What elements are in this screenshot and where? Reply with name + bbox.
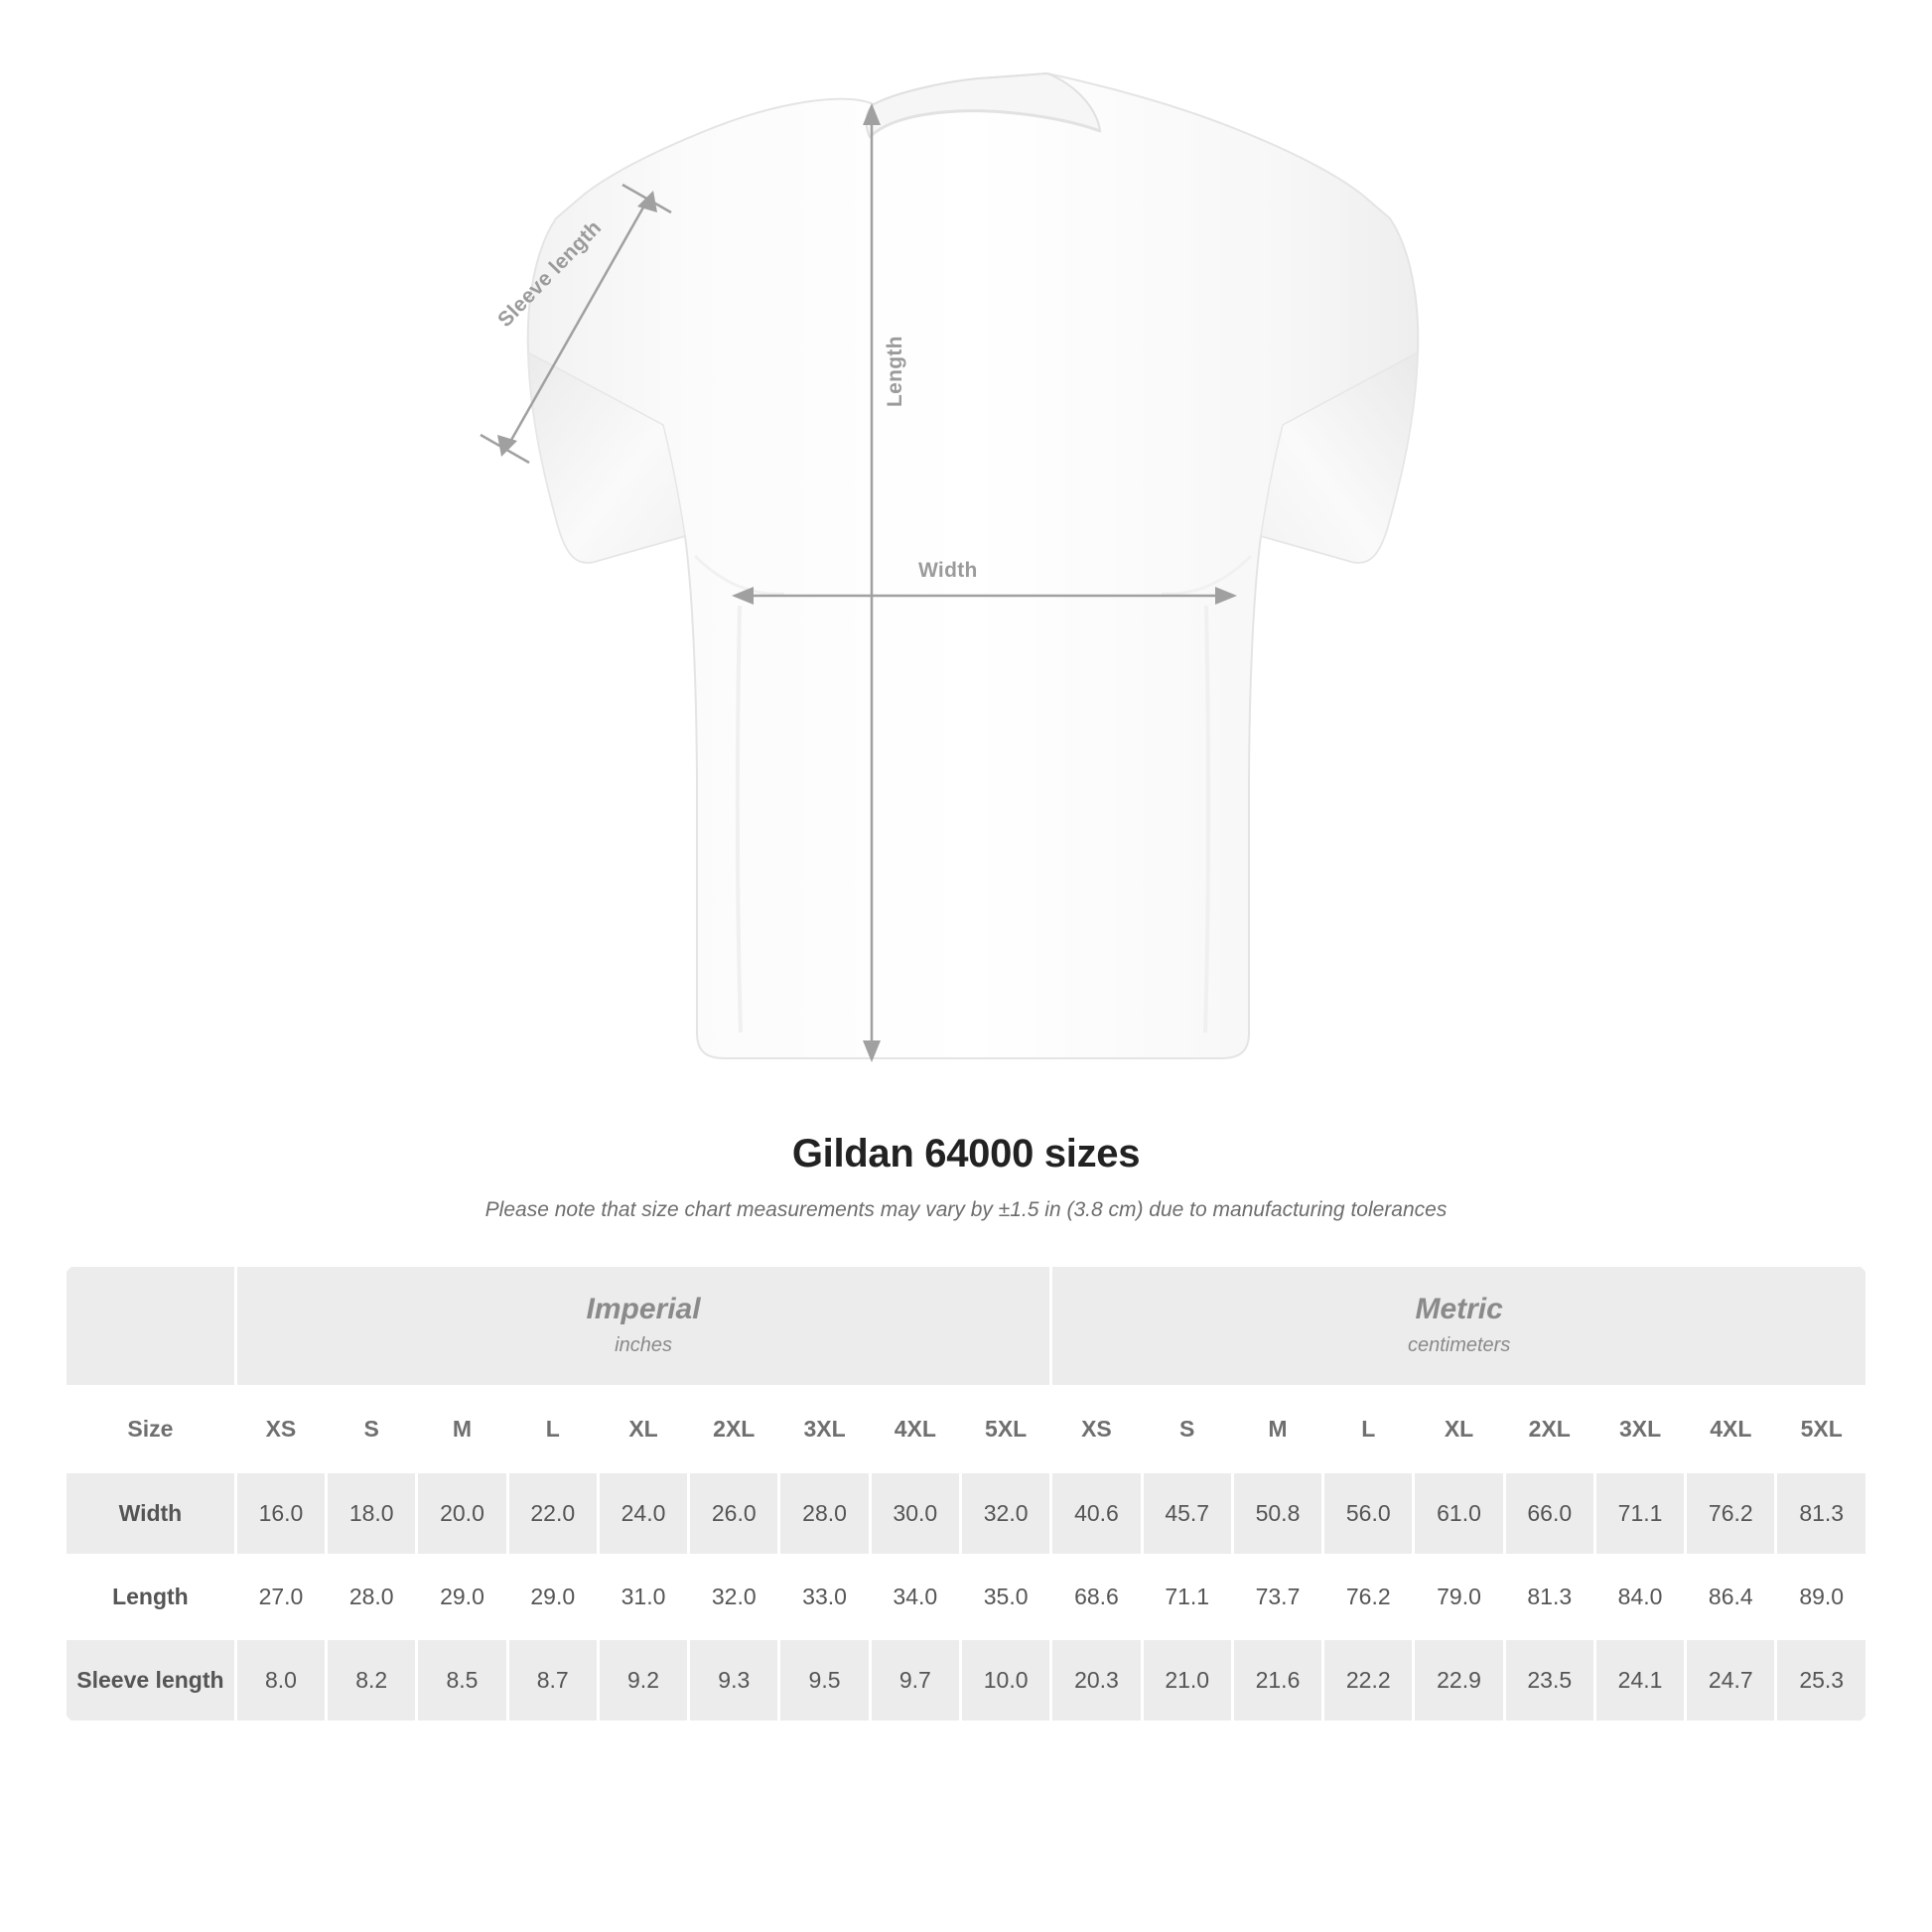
- row-label-sleeve-length: Sleeve length: [66, 1639, 236, 1723]
- size-header-cell: 4XL: [870, 1387, 960, 1472]
- cell: 21.0: [1142, 1639, 1232, 1723]
- cell: 22.2: [1323, 1639, 1414, 1723]
- cell: 9.7: [870, 1639, 960, 1723]
- table-row: [66, 1639, 1867, 1723]
- table-row: [66, 1472, 1867, 1556]
- cell: 21.6: [1232, 1639, 1322, 1723]
- cell: 25.3: [1776, 1639, 1867, 1723]
- cell: 34.0: [870, 1556, 960, 1639]
- cell: 28.0: [779, 1472, 870, 1556]
- cell: 24.7: [1686, 1639, 1776, 1723]
- cell: 10.0: [960, 1639, 1050, 1723]
- size-header-cell: 2XL: [1504, 1387, 1594, 1472]
- size-header-cell: XS: [1051, 1387, 1142, 1472]
- row-label-length: Length: [66, 1556, 236, 1639]
- cell: 8.7: [507, 1639, 598, 1723]
- cell: 26.0: [689, 1472, 779, 1556]
- tolerance-note: Please note that size chart measurements may vary by ±1.5 in (3.8 cm) due to manufacturing tolerances: [484, 1198, 1448, 1221]
- cell: 24.1: [1594, 1639, 1685, 1723]
- cell: 20.0: [417, 1472, 507, 1556]
- size-header-cell: L: [1323, 1387, 1414, 1472]
- unit-group-imperial-title: Imperial: [586, 1293, 701, 1325]
- cell: 31.0: [598, 1556, 688, 1639]
- cell: 24.0: [598, 1472, 688, 1556]
- cell: 56.0: [1323, 1472, 1414, 1556]
- cell: 29.0: [507, 1556, 598, 1639]
- cell: 9.5: [779, 1639, 870, 1723]
- cell: 27.0: [235, 1556, 326, 1639]
- cell: 73.7: [1232, 1556, 1322, 1639]
- page-title: Gildan 64000 sizes: [791, 1132, 1141, 1175]
- cell: 81.3: [1504, 1556, 1594, 1639]
- cell: 71.1: [1594, 1472, 1685, 1556]
- cell: 30.0: [870, 1472, 960, 1556]
- cell: 8.0: [235, 1639, 326, 1723]
- cell: 22.9: [1414, 1639, 1504, 1723]
- cell: 22.0: [507, 1472, 598, 1556]
- size-table: [64, 1264, 1868, 1724]
- cell: 20.3: [1051, 1639, 1142, 1723]
- size-header-cell: M: [1232, 1387, 1322, 1472]
- size-header-cell: 4XL: [1686, 1387, 1776, 1472]
- size-header-cell: XL: [598, 1387, 688, 1472]
- size-table-wrapper: [64, 1264, 1868, 1724]
- size-header-cell: S: [1142, 1387, 1232, 1472]
- size-header-row: [66, 1387, 1867, 1472]
- size-header-cell: 3XL: [779, 1387, 870, 1472]
- size-header-cell: L: [507, 1387, 598, 1472]
- cell: 35.0: [960, 1556, 1050, 1639]
- cell: 32.0: [689, 1556, 779, 1639]
- sleeve-length-label: Sleeve length: [493, 215, 607, 332]
- cell: 9.2: [598, 1639, 688, 1723]
- cell: 9.3: [689, 1639, 779, 1723]
- row-label-width: Width: [66, 1472, 236, 1556]
- unit-group-metric-subtitle: centimeters: [1407, 1334, 1511, 1356]
- cell: 76.2: [1323, 1556, 1414, 1639]
- cell: 45.7: [1142, 1472, 1232, 1556]
- table-row: [66, 1556, 1867, 1639]
- size-header-cell: XL: [1414, 1387, 1504, 1472]
- heading-block: [0, 1132, 1932, 1222]
- unit-group-row: [66, 1266, 1867, 1387]
- cell: 86.4: [1686, 1556, 1776, 1639]
- cell: 8.2: [327, 1639, 417, 1723]
- cell: 8.5: [417, 1639, 507, 1723]
- width-label: Width: [918, 559, 978, 582]
- cell: 28.0: [327, 1556, 417, 1639]
- cell: 66.0: [1504, 1472, 1594, 1556]
- cell: 33.0: [779, 1556, 870, 1639]
- size-header-label: Size: [66, 1387, 236, 1472]
- cell: 32.0: [960, 1472, 1050, 1556]
- size-header-cell: M: [417, 1387, 507, 1472]
- cell: 71.1: [1142, 1556, 1232, 1639]
- size-header-cell: 5XL: [960, 1387, 1050, 1472]
- size-header-cell: 3XL: [1594, 1387, 1685, 1472]
- cell: 79.0: [1414, 1556, 1504, 1639]
- unit-group-imperial-subtitle: inches: [615, 1334, 672, 1356]
- size-header-cell: XS: [235, 1387, 326, 1472]
- cell: 23.5: [1504, 1639, 1594, 1723]
- unit-group-imperial: [235, 1266, 1051, 1387]
- cell: 50.8: [1232, 1472, 1322, 1556]
- cell: 18.0: [327, 1472, 417, 1556]
- cell: 68.6: [1051, 1556, 1142, 1639]
- cell: 76.2: [1686, 1472, 1776, 1556]
- size-header-cell: 5XL: [1776, 1387, 1867, 1472]
- cell: 89.0: [1776, 1556, 1867, 1639]
- cell: 81.3: [1776, 1472, 1867, 1556]
- size-header-cell: 2XL: [689, 1387, 779, 1472]
- unit-group-metric: [1051, 1266, 1867, 1387]
- size-header-cell: S: [327, 1387, 417, 1472]
- unit-group-metric-title: Metric: [1415, 1293, 1503, 1325]
- cell: 84.0: [1594, 1556, 1685, 1639]
- length-label: Length: [884, 336, 906, 407]
- cell: 61.0: [1414, 1472, 1504, 1556]
- cell: 29.0: [417, 1556, 507, 1639]
- unit-group-spacer: [66, 1266, 236, 1387]
- cell: 16.0: [235, 1472, 326, 1556]
- cell: 40.6: [1051, 1472, 1142, 1556]
